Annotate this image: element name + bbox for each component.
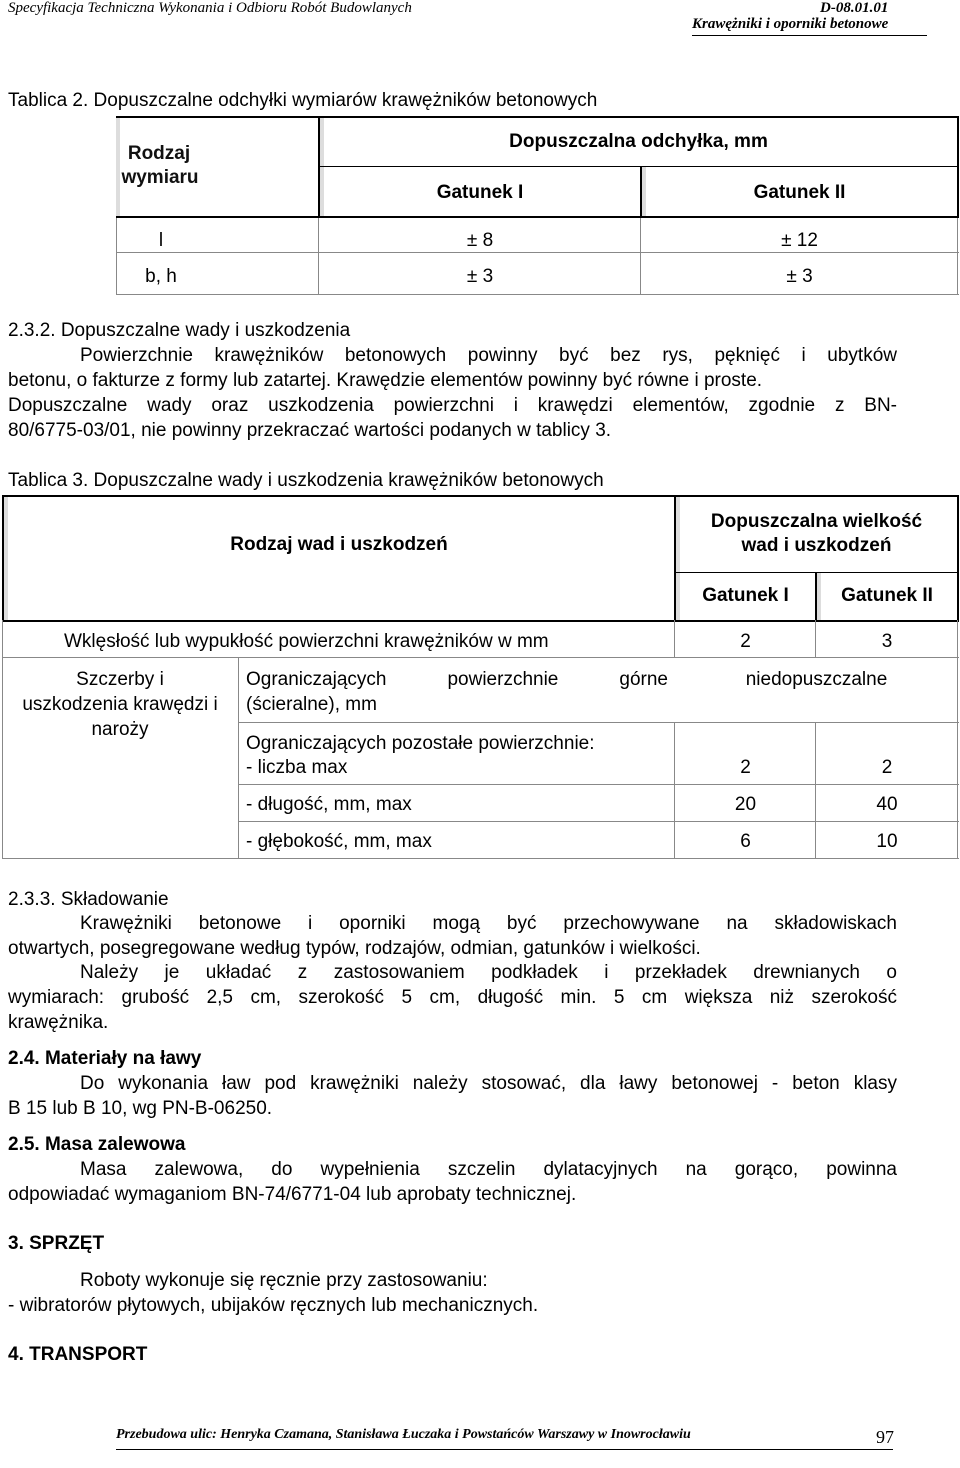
sec24-line: B 15 lub B 10, wg PN-B-06250.	[8, 1098, 273, 1119]
sec232-line: Dopuszczalne wady oraz uszkodzenia powierzchni i krawędzi elementów, zgodnie z BN-	[8, 395, 897, 416]
sec232-line: betonu, o fakturze z formy lub zatartej. Krawędzie elementów powinny być równe i proste.	[8, 370, 763, 391]
table3-sub2-label: - głębokość, mm, max	[246, 831, 432, 852]
table3-group-label: Szczerby i	[76, 669, 164, 690]
table3-header-wielkosc-2: wad i uszkodzeń	[741, 535, 892, 556]
sec232-line: Powierzchnie krawężników betonowych powinny być bez rys, pęknięć i ubytków	[80, 345, 897, 366]
table3-sub1-value: niedopuszczalne	[745, 669, 888, 690]
sec25-line: odpowiadać wymaganiom BN-74/6771-04 lub aprobaty technicznej.	[8, 1184, 577, 1205]
sec25-line: Masa zalewowa, do wypełnienia szczelin dylatacyjnych na gorąco, powinna	[80, 1159, 897, 1180]
sec4-title: 4. TRANSPORT	[8, 1344, 148, 1365]
sec232-line: 80/6775-03/01, nie powinny przekraczać wartości podanych w tablicy 3.	[8, 420, 612, 441]
table3-row1-g1: 2	[740, 631, 751, 652]
table2-caption: Tablica 2. Dopuszczalne odchyłki wymiarów krawężników betonowych	[8, 90, 598, 111]
table3-sub2-head: Ograniczających pozostałe powierzchnie:	[246, 733, 595, 754]
table2-row-g1: ± 8	[466, 230, 494, 251]
sec233-line: Należy je układać z zastosowaniem podkładek i przekładek drewnianych o	[80, 962, 897, 983]
sec25-title: 2.5. Masa zalewowa	[8, 1134, 186, 1155]
table3-sub2-g1: 20	[734, 794, 757, 815]
sec24-line: Do wykonania ław pod krawężniki należy stosować, dla ławy betonowej - beton klasy	[80, 1073, 897, 1094]
table3-sub1-label: Ograniczających powierzchnie górne	[246, 669, 668, 690]
table2-header-rodzaj-1: Rodzaj	[127, 143, 191, 164]
table2-header-rodzaj-2: wymiaru	[121, 167, 199, 188]
table2-header-gatunek1: Gatunek I	[436, 182, 524, 203]
table3-sub2-label: - liczba max	[246, 757, 348, 778]
table3-header-rodzaj: Rodzaj wad i uszkodzeń	[230, 534, 448, 555]
table3-header-gatunek2: Gatunek II	[841, 585, 933, 606]
table2-row-g1: ± 3	[466, 266, 494, 287]
sec233-title: 2.3.3. Składowanie	[8, 889, 169, 910]
header-title: Specyfikacja Techniczna Wykonania i Odbioru Robót Budowlanych	[8, 0, 412, 16]
sec3-line: Roboty wykonuje się ręcznie przy zastosowaniu:	[80, 1270, 488, 1291]
table3-header-wielkosc-1: Dopuszczalna wielkość	[710, 511, 923, 532]
table2-header-odchylka: Dopuszczalna odchyłka, mm	[509, 131, 768, 152]
sec232-title: 2.3.2. Dopuszczalne wady i uszkodzenia	[8, 320, 351, 341]
table3-sub2-g2: 2	[881, 757, 893, 778]
table3-header-gatunek1: Gatunek I	[702, 585, 789, 606]
sec233-line: wymiarach: grubość 2,5 cm, szerokość 5 cm, długość min. 5 cm większa niż szerokość	[8, 987, 897, 1008]
table3-sub2-g2: 10	[876, 831, 898, 852]
table3-caption: Tablica 3. Dopuszczalne wady i uszkodzenia krawężników betonowych	[8, 470, 604, 491]
table3-sub2-label: - długość, mm, max	[246, 794, 412, 815]
table2-row-g2: ± 12	[781, 230, 818, 251]
table2-header-gatunek2: Gatunek II	[753, 182, 846, 203]
table2-row-g2: ± 3	[786, 266, 813, 287]
table3-sub2-g2: 40	[876, 794, 898, 815]
sec233-line: krawężnika.	[8, 1012, 109, 1033]
table3-sub2-g1: 6	[740, 831, 751, 852]
sec3-title: 3. SPRZĘT	[8, 1233, 105, 1254]
sec3-line: - wibratorów płytowych, ubijaków ręcznych lub mechanicznych.	[8, 1295, 539, 1316]
page-number: 97	[876, 1427, 894, 1447]
table3-sub1-label: (ścieralne), mm	[246, 694, 377, 715]
footer-underline	[116, 1449, 893, 1450]
sec233-line: otwartych, posegregowane według typów, rodzajów, odmian, gatunków i wielkości.	[8, 938, 701, 959]
table3-row1-g2: 3	[881, 631, 893, 652]
footer-text: Przebudowa ulic: Henryka Czamana, Stanisława Łuczaka i Powstańców Warszawy w Inowrocławiu	[116, 1427, 691, 1442]
header-subtitle: Krawężniki i oporniki betonowe	[692, 16, 889, 32]
table3-group-label: naroży	[91, 719, 149, 740]
sec24-title: 2.4. Materiały na ławy	[8, 1048, 202, 1069]
table3-sub2-g1: 2	[740, 757, 751, 778]
table2-row-name: b, h	[145, 266, 177, 287]
header-code: D-08.01.01	[820, 0, 889, 16]
table2-row-name: l	[158, 230, 164, 251]
table3-group-label: uszkodzenia krawędzi i	[22, 694, 218, 715]
sec233-line: Krawężniki betonowe i oporniki mogą być przechowywane na składowiskach	[80, 913, 897, 934]
table3-row1-label: Wklęsłość lub wypukłość powierzchni krawężników w mm	[64, 631, 549, 652]
